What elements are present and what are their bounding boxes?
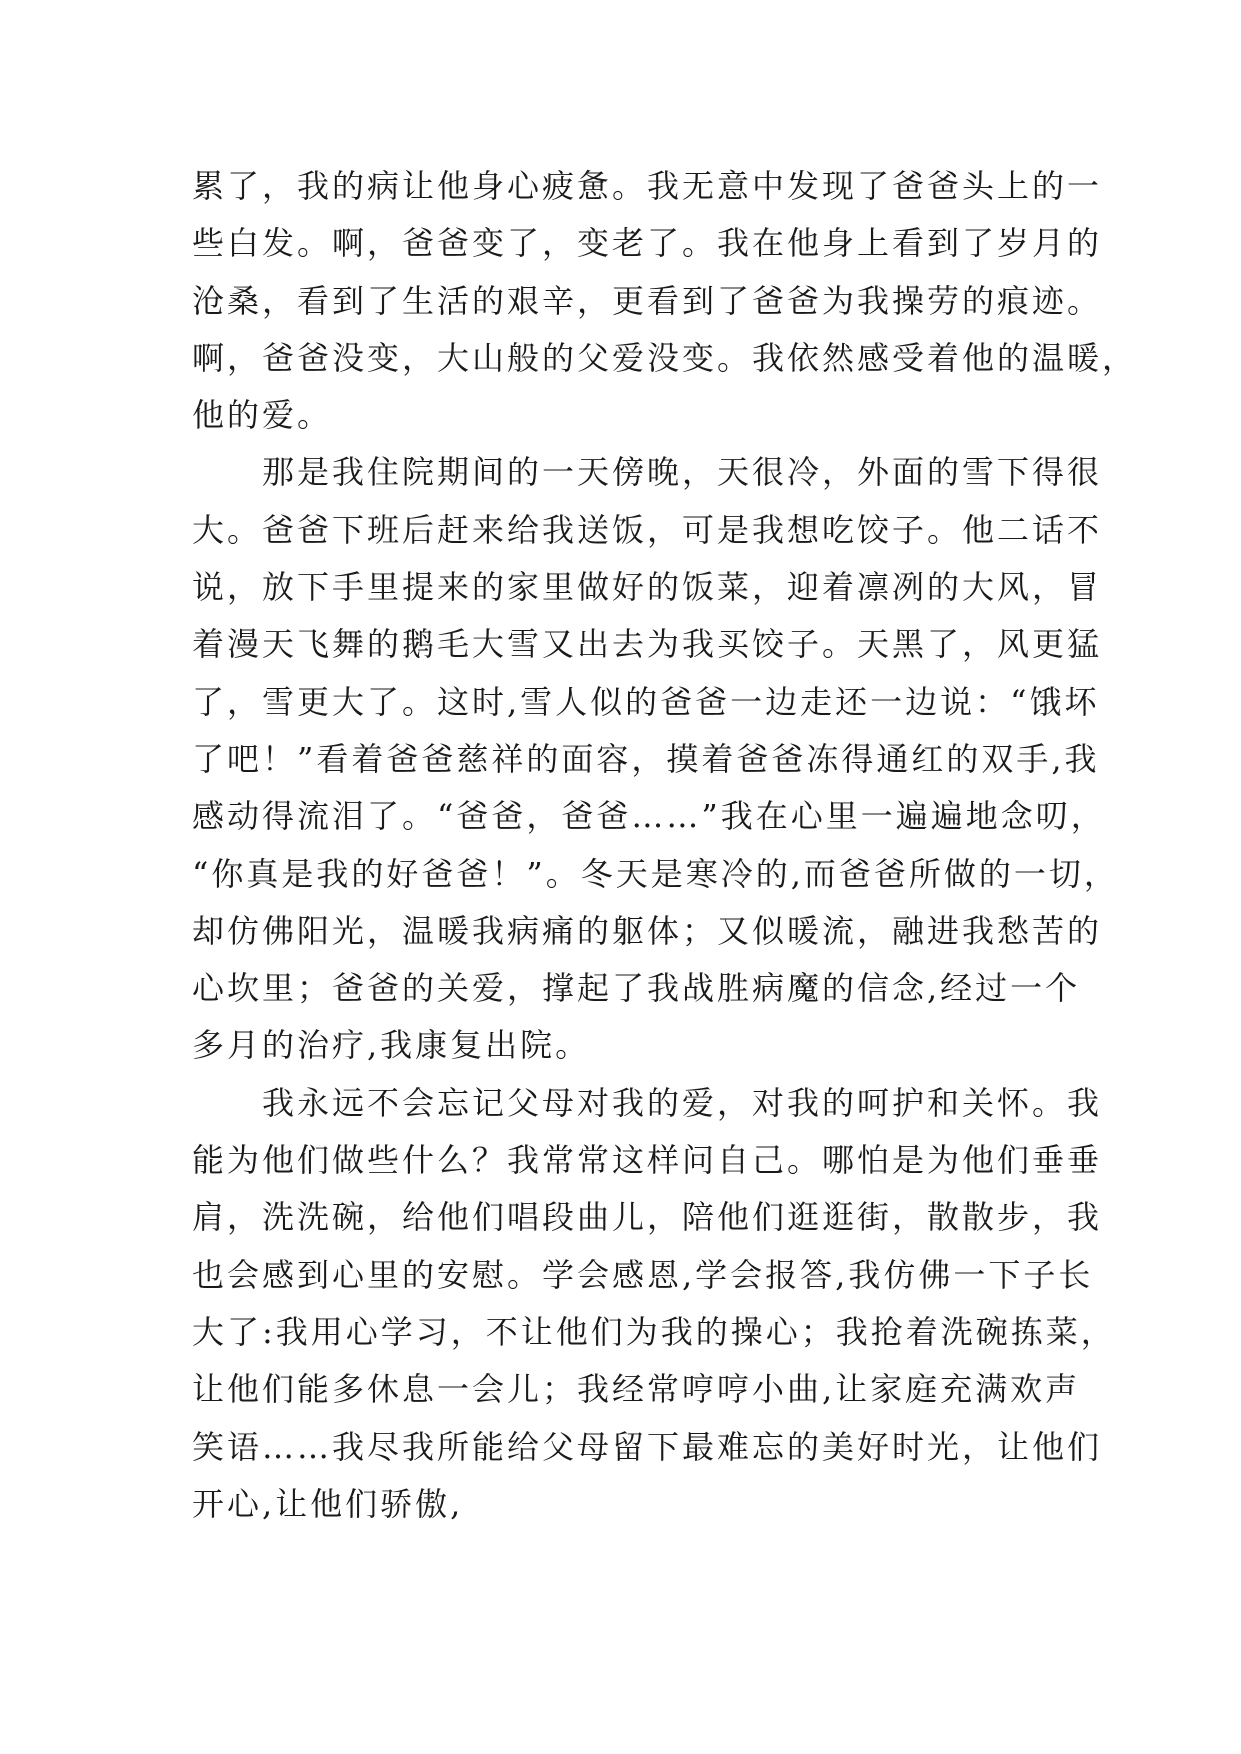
text-line: 了吧！”看着爸爸慈祥的面容，摸着爸爸冻得通红的双手,我 — [192, 739, 1100, 778]
text-line: 多月的治疗,我康复出院。 — [192, 1026, 591, 1065]
text-line: 了，雪更大了。这时,雪人似的爸爸一边走还一边说：“饿坏 — [192, 682, 1100, 721]
essay-body — [192, 158, 1138, 1533]
paragraph-start-line: 我永远不会忘记父母对我的爱，对我的呵护和关怀。我 — [192, 1083, 1103, 1122]
text-line: 笑语……我尽我所能给父母留下最难忘的美好时光，让他们 — [192, 1427, 1103, 1466]
text-line: 沧桑，看到了生活的艰辛，更看到了爸爸为我操劳的痕迹。 — [192, 281, 1103, 320]
text-line: 心坎里；爸爸的关爱，撑起了我战胜病魔的信念,经过一个 — [192, 969, 1081, 1008]
text-line: 说，放下手里提来的家里做好的饭菜，迎着凛冽的大风，冒 — [192, 568, 1103, 607]
text-line: 些白发。啊，爸爸变了，变老了。我在他身上看到了岁月的 — [192, 224, 1103, 263]
text-line: 肩，洗洗碗，给他们唱段曲儿，陪他们逛逛街，散散步，我 — [192, 1198, 1103, 1237]
text-line: 大。爸爸下班后赶来给我送饭，可是我想吃饺子。他二话不 — [192, 510, 1103, 549]
text-line: 大了:我用心学习，不让他们为我的操心；我抢着洗碗拣菜， — [192, 1312, 1116, 1351]
text-line: 却仿佛阳光，温暖我病痛的躯体；又似暖流，融进我愁苦的 — [192, 911, 1103, 950]
text-line: “你真是我的好爸爸！”。冬天是寒冷的,而爸爸所做的一切， — [192, 854, 1119, 893]
text-line: 感动得流泪了。“爸爸，爸爸……”我在心里一遍遍地念叨， — [192, 797, 1106, 836]
text-line: 让他们能多休息一会儿；我经常哼哼小曲,让家庭充满欢声 — [192, 1370, 1081, 1409]
text-line: 也会感到心里的安慰。学会感恩,学会报答,我仿佛一下子长 — [192, 1255, 1094, 1294]
text-line: 开心,让他们骄傲, — [192, 1484, 464, 1523]
text-line: 能为他们做些什么？我常常这样问自己。哪怕是为他们垂垂 — [192, 1141, 1103, 1180]
text-line: 啊，爸爸没变，大山般的父爱没变。我依然感受着他的温暖， — [192, 338, 1138, 377]
text-line: 他的爱。 — [192, 396, 333, 435]
text-line: 着漫天飞舞的鹅毛大雪又出去为我买饺子。天黑了，风更猛 — [192, 625, 1103, 664]
text-line: 累了，我的病让他身心疲惫。我无意中发现了爸爸头上的一 — [192, 167, 1103, 205]
paragraph-start-line: 那是我住院期间的一天傍晚，天很冷，外面的雪下得很 — [192, 453, 1103, 492]
